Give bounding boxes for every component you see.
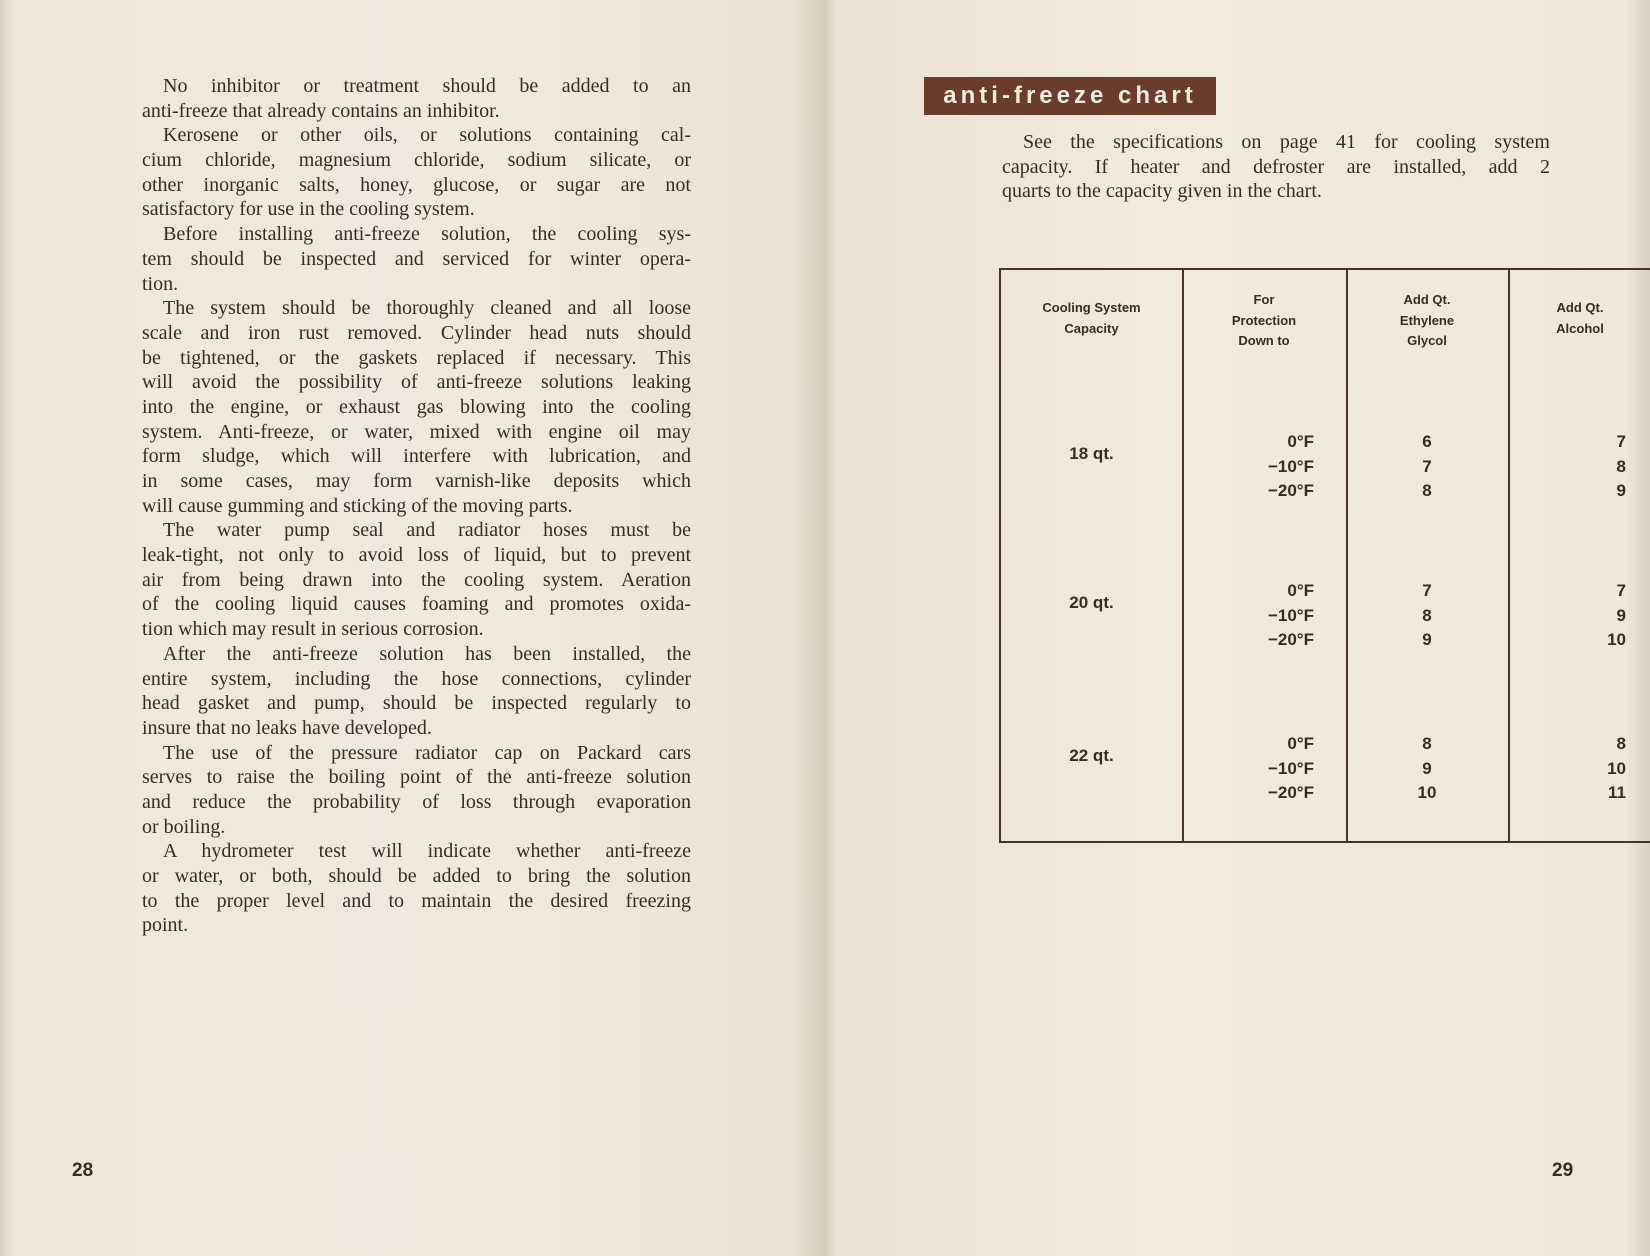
protection-cell: −10°F <box>1267 758 1314 778</box>
text-line: to the proper level and to maintain the desired freezing <box>142 889 691 912</box>
text-line: be tightened, or the gaskets replaced if necessary. This <box>142 346 691 369</box>
glycol-cell: 7 <box>1422 581 1432 600</box>
intro-text <box>1002 130 1550 204</box>
text-line: tem should be inspected and serviced for winter opera- <box>142 247 691 270</box>
column-header <box>1346 290 1508 352</box>
text-line: cium chloride, magnesium chloride, sodium silicate, or <box>142 149 691 172</box>
text-line: anti-freeze that already contains an inhibitor. <box>142 99 500 122</box>
protection-cell: 0°F <box>1287 734 1314 753</box>
protection-cell: 0°F <box>1287 432 1314 451</box>
left-page <box>0 0 824 1256</box>
alcohol-cell: 7 <box>1616 581 1626 600</box>
text-line: insure that no leaks have developed. <box>142 716 432 739</box>
text-line: satisfactory for use in the cooling system. <box>142 198 475 221</box>
right-page <box>824 0 1650 1256</box>
header-line: For <box>1253 292 1275 307</box>
alcohol-cell: 9 <box>1616 605 1626 625</box>
text-line: tion which may result in serious corrosion. <box>142 618 484 641</box>
header-line: Add Qt. <box>1403 292 1451 307</box>
text-line: leak-tight, not only to avoid loss of liquid, but to prevent <box>142 544 691 567</box>
text-line: No inhibitor or treatment should be added to an <box>163 75 691 97</box>
text-line: will cause gumming and sticking of the moving parts. <box>142 494 573 517</box>
alcohol-cell: 8 <box>1616 456 1626 476</box>
alcohol-cell: 7 <box>1616 432 1626 451</box>
text-line: head gasket and pump, should be inspected regularly to <box>142 692 691 715</box>
capacity-cell: 18 qt. <box>1069 444 1114 463</box>
text-line: or water, or both, should be added to bring the solution <box>142 865 691 887</box>
protection-cell: −20°F <box>1267 783 1314 802</box>
header-line: Protection <box>1231 312 1297 328</box>
text-line: in some cases, may form varnish-like deposits which <box>142 470 691 492</box>
text-line: and reduce the probability of loss through evaporation <box>142 790 691 813</box>
text-line: point. <box>142 914 189 937</box>
glycol-cell: 8 <box>1422 605 1432 625</box>
text-line: entire system, including the hose connections, cylinder <box>142 667 691 690</box>
text-line: After the anti-freeze solution has been installed, the <box>163 642 691 665</box>
text-line: or boiling. <box>142 815 226 838</box>
alcohol-cell: 10 <box>1607 758 1626 778</box>
column-header <box>1508 298 1650 339</box>
protection-cell: −20°F <box>1267 630 1314 649</box>
text-line: form sludge, which will interfere with lubrication, and <box>142 445 691 468</box>
glycol-cell: 8 <box>1422 734 1432 753</box>
glycol-cell: 6 <box>1422 432 1432 451</box>
header-line: Alcohol <box>1556 320 1604 336</box>
glycol-cell: 9 <box>1422 630 1432 649</box>
header-line: Add Qt. <box>1556 300 1604 315</box>
text-line: The water pump seal and radiator hoses must be <box>163 519 691 542</box>
protection-cell: −10°F <box>1267 605 1314 625</box>
text-line: air from being drawn into the cooling system. Aeration <box>142 568 691 591</box>
capacity-cell: 20 qt. <box>1069 593 1114 612</box>
glycol-cell: 10 <box>1417 783 1437 802</box>
glycol-cell: 9 <box>1422 758 1432 778</box>
header-line: Cooling System <box>1042 300 1141 315</box>
body-text <box>142 74 691 938</box>
text-line: capacity. If heater and defroster are installed, add 2 <box>1002 155 1550 178</box>
text-line: system. Anti-freeze, or water, mixed with engine oil may <box>142 420 691 443</box>
header-line: Ethylene <box>1399 312 1455 328</box>
header-line: Glycol <box>1407 333 1447 348</box>
text-line: Kerosene or other oils, or solutions containing cal- <box>163 124 691 147</box>
glycol-cell: 7 <box>1422 456 1432 476</box>
text-line: The use of the pressure radiator cap on Packard cars <box>163 741 691 764</box>
header-line: Down to <box>1238 333 1290 348</box>
alcohol-cell: 9 <box>1616 481 1626 500</box>
chart-title: anti-freeze chart <box>924 77 1216 115</box>
alcohol-cell: 10 <box>1607 630 1626 649</box>
header-line: Capacity <box>1064 320 1119 336</box>
text-line: will avoid the possibility of anti-freeze solutions leaking <box>142 371 691 394</box>
protection-cell: −20°F <box>1267 481 1314 500</box>
text-line: A hydrometer test will indicate whether anti-freeze <box>163 840 691 863</box>
text-line: The system should be thoroughly cleaned and all loose <box>163 297 691 320</box>
text-line: Before installing anti-freeze solution, the cooling sys- <box>163 223 691 246</box>
capacity-cell: 22 qt. <box>1069 746 1114 765</box>
text-line: other inorganic salts, honey, glucose, or sugar are not <box>142 173 691 196</box>
glycol-cell: 8 <box>1422 481 1432 500</box>
protection-cell: 0°F <box>1287 581 1314 600</box>
protection-cell: −10°F <box>1267 456 1314 476</box>
column-header <box>1182 290 1346 352</box>
text-line: into the engine, or exhaust gas blowing into the cooling <box>142 395 691 418</box>
anti-freeze-table <box>999 268 1650 843</box>
text-line: quarts to the capacity given in the chart. <box>1002 180 1322 203</box>
page-number: 28 <box>72 1160 94 1181</box>
alcohol-cell: 11 <box>1608 783 1626 802</box>
alcohol-cell: 8 <box>1616 734 1626 753</box>
column-header <box>1001 298 1182 339</box>
text-line: tion. <box>142 272 179 295</box>
text-line: scale and iron rust removed. Cylinder head nuts should <box>142 321 691 344</box>
text-line: serves to raise the boiling point of the anti-freeze solution <box>142 766 691 789</box>
text-line: of the cooling liquid causes foaming and promotes oxida- <box>142 593 691 616</box>
text-line: See the specifications on page 41 for cooling system <box>1023 131 1550 153</box>
page-number: 29 <box>1552 1160 1574 1181</box>
